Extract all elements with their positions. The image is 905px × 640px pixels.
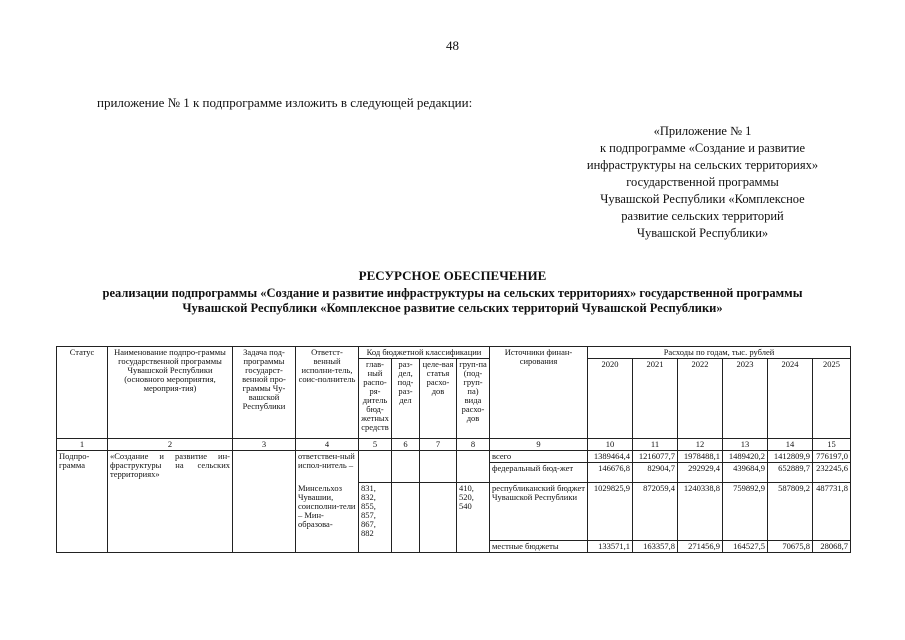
value-cell: 652889,7 xyxy=(768,463,813,483)
value-cell: 759892,9 xyxy=(723,483,768,541)
column-number: 14 xyxy=(768,439,813,451)
intro-text: приложение № 1 к подпрограмме изложить в следующей редакции: xyxy=(97,95,473,110)
value-cell: 70675,8 xyxy=(768,541,813,553)
column-number: 5 xyxy=(359,439,392,451)
column-number: 11 xyxy=(633,439,678,451)
value-cell: 163357,8 xyxy=(633,541,678,553)
value-cell: 146676,8 xyxy=(588,463,633,483)
column-number: 6 xyxy=(392,439,420,451)
column-number: 13 xyxy=(723,439,768,451)
column-number: 3 xyxy=(233,439,296,451)
appendix-line: инфраструктуры на сельских территориях» xyxy=(586,158,819,172)
column-number: 4 xyxy=(296,439,359,451)
header-year: 2022 xyxy=(678,359,723,371)
column-number: 15 xyxy=(813,439,851,451)
value-cell: 133571,1 xyxy=(588,541,633,553)
column-number: 12 xyxy=(678,439,723,451)
value-cell: 487731,8 xyxy=(813,483,851,541)
appendix-line: Чувашской Республики «Комплексное xyxy=(600,192,805,206)
row-status: Подпро-грамма xyxy=(57,451,108,553)
column-number: 10 xyxy=(588,439,633,451)
header-expense-group: груп-па (под-груп-па) вида расхо-дов xyxy=(457,359,490,439)
resource-table xyxy=(56,346,851,553)
value-cell: 1978488,1 xyxy=(678,451,723,463)
column-number: 9 xyxy=(490,439,588,451)
document-title: РЕСУРСНОЕ ОБЕСПЕЧЕНИЕ xyxy=(358,268,547,283)
column-number: 8 xyxy=(457,439,490,451)
value-cell: 82904,7 xyxy=(633,463,678,483)
value-cell: 164527,5 xyxy=(723,541,768,553)
source-name: местные бюджеты xyxy=(490,541,588,553)
value-cell: 1216077,7 xyxy=(633,451,678,463)
value-cell: 587809,2 xyxy=(768,483,813,541)
appendix-line: «Приложение № 1 xyxy=(653,124,752,138)
row-executor-co: Минсельхоз Чувашии, соисполни-тели – Мин-образова- xyxy=(296,483,359,553)
value-cell: 1240338,8 xyxy=(678,483,723,541)
row-name: «Создание и развитие ин-фраструктуры на сельских территориях» xyxy=(108,451,233,553)
appendix-line: к подпрограмме «Создание и развитие xyxy=(599,141,806,155)
header-executor: Ответст-венный исполни-тель, соис-полнитель xyxy=(296,347,359,439)
source-name: республиканский бюджет Чувашской Республики xyxy=(490,483,588,541)
column-number: 1 xyxy=(57,439,108,451)
appendix-heading xyxy=(560,123,845,242)
header-grbs: глав-ный распо-ря-дитель бюд-жетных средств xyxy=(359,359,392,439)
value-cell: 28068,7 xyxy=(813,541,851,553)
table-row xyxy=(57,451,851,463)
header-section: раз-дел, под-раз-дел xyxy=(392,359,420,439)
header-expenses: Расходы по годам, тыс. рублей xyxy=(588,347,851,359)
row-executor-main: ответствен-ный испол-нитель – xyxy=(296,451,359,483)
header-year: 2021 xyxy=(633,359,678,371)
source-name: всего xyxy=(490,451,588,463)
appendix-line: развитие сельских территорий xyxy=(621,209,784,223)
value-cell: 439684,9 xyxy=(723,463,768,483)
column-number: 2 xyxy=(108,439,233,451)
header-status: Статус xyxy=(57,347,108,439)
row-grbs: 831, 832, 855, 857, 867, 882 xyxy=(359,483,392,553)
column-number: 7 xyxy=(420,439,457,451)
header-budget-code: Код бюджетной классификации xyxy=(359,347,490,359)
value-cell: 232245,6 xyxy=(813,463,851,483)
appendix-line: Чувашской Республики» xyxy=(636,226,769,240)
header-year: 2020 xyxy=(588,359,633,371)
appendix-line: государственной программы xyxy=(626,175,779,189)
row-task xyxy=(233,451,296,553)
header-year: 2025 xyxy=(813,359,851,371)
value-cell: 271456,9 xyxy=(678,541,723,553)
column-numbers-row xyxy=(57,439,851,451)
document-subtitle: реализации подпрограммы «Создание и развитие инфраструктуры на сельских территориях» государственной программы Чувашской Республики «Комплексное развитие сельских территорий Чувашской Республики» xyxy=(102,286,803,315)
value-cell: 1489420,2 xyxy=(723,451,768,463)
value-cell: 1412809,9 xyxy=(768,451,813,463)
source-name: федеральный бюд-жет xyxy=(490,463,588,483)
header-year: 2024 xyxy=(768,359,813,371)
header-task: Задача под-программы государст-венной про-граммы Чу-вашской Республики xyxy=(233,347,296,439)
page-number: 48 xyxy=(446,38,459,53)
header-name: Наименование подпро-граммы государственной программы Чувашской Республики (основного мероприятия, мероприя-тия) xyxy=(108,347,233,439)
value-cell: 292929,4 xyxy=(678,463,723,483)
value-cell: 1389464,4 xyxy=(588,451,633,463)
value-cell: 872059,4 xyxy=(633,483,678,541)
header-target-article: целе-вая статья расхо-дов xyxy=(420,359,457,439)
row-expense-group: 410, 520, 540 xyxy=(457,483,490,553)
header-sources: Источники финан-сирования xyxy=(490,347,588,439)
value-cell: 776197,0 xyxy=(813,451,851,463)
header-year: 2023 xyxy=(723,359,768,371)
value-cell: 1029825,9 xyxy=(588,483,633,541)
